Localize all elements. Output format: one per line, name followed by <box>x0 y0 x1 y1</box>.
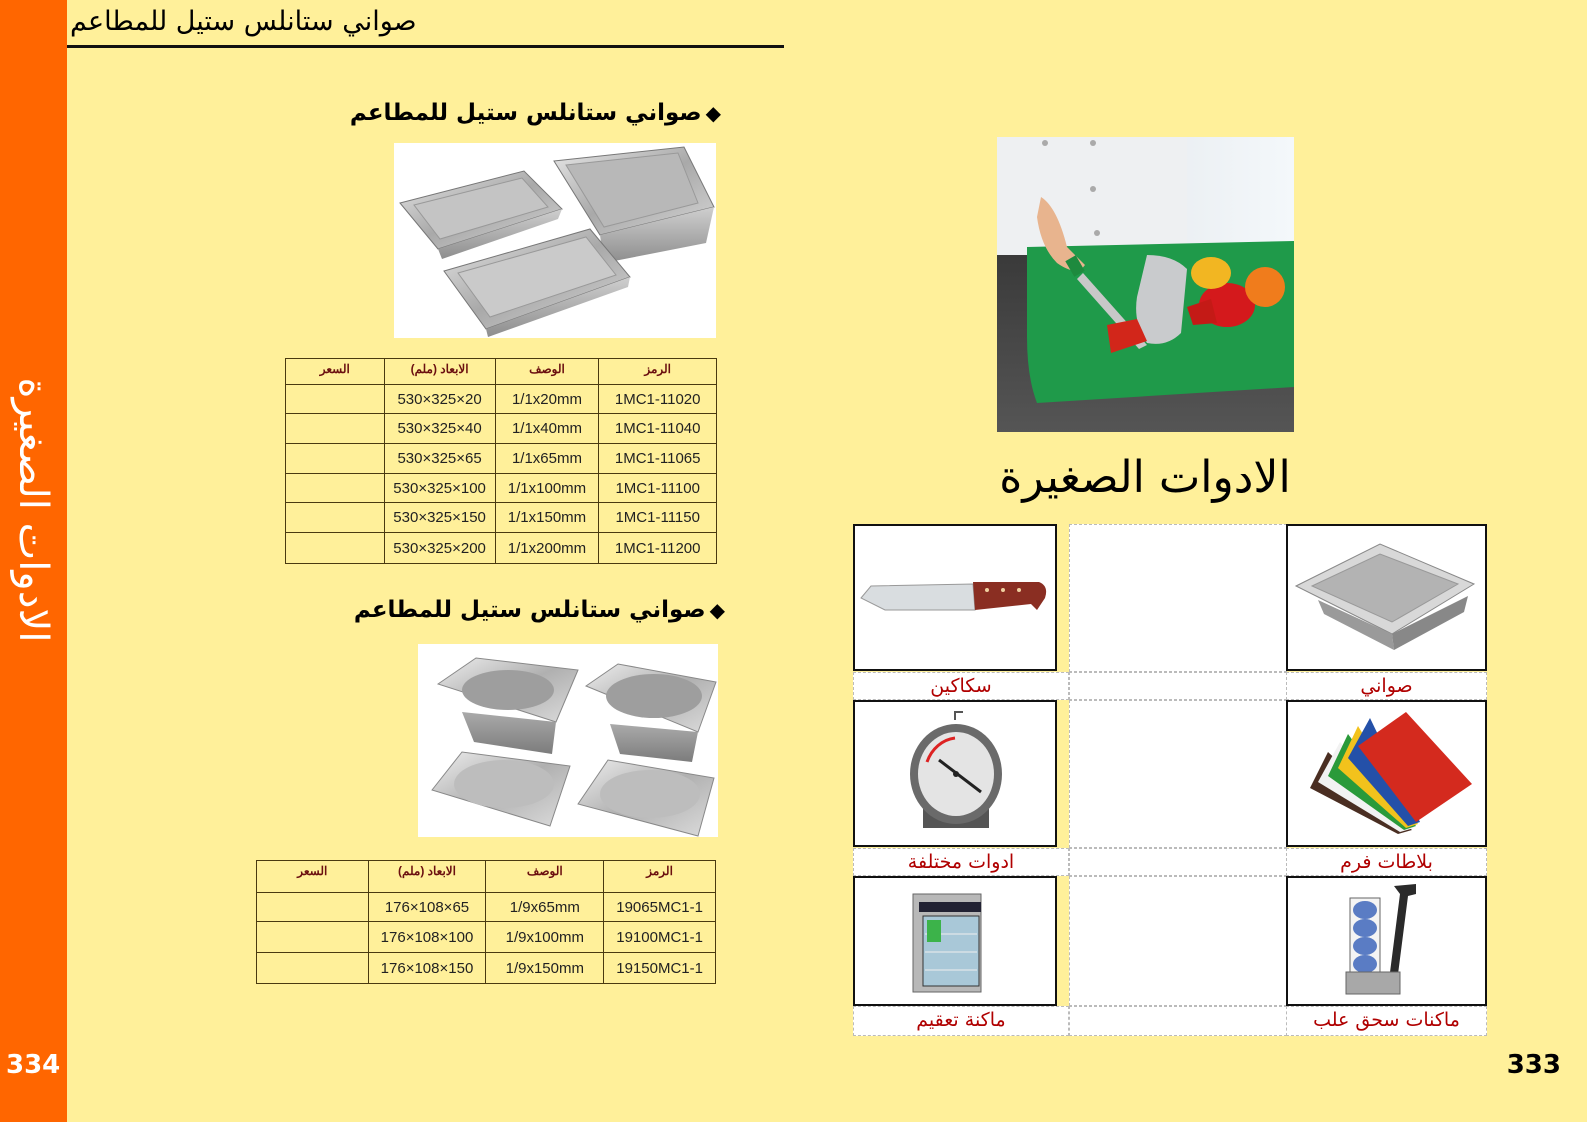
table-header-row <box>286 359 717 385</box>
empty-cell <box>1069 1006 1287 1036</box>
header-title: صواني ستانلس ستيل للمطاعم <box>70 6 417 37</box>
sterilizer-icon <box>855 878 1055 1004</box>
col-price-header: السعر <box>257 861 369 893</box>
cell-code: 19065MC1-1 <box>604 893 716 922</box>
category-trays-image[interactable] <box>1286 524 1487 671</box>
cell-code: 19150MC1-1 <box>604 953 716 984</box>
table-row <box>257 893 716 922</box>
cell-code: 1MC1-11100 <box>599 474 717 503</box>
category-label-sterilizer[interactable]: ماكنة تعقيم <box>853 1006 1069 1036</box>
cell-price <box>257 922 369 953</box>
section1-heading <box>350 100 721 126</box>
category-label-misc-tools[interactable]: ادوات مختلفة <box>853 848 1069 876</box>
cell-code: 1MC1-11150 <box>599 503 717 533</box>
table-row <box>257 953 716 984</box>
cutting-boards-icon <box>1288 702 1485 845</box>
cell-code: 1MC1-11020 <box>599 385 717 414</box>
table-row <box>286 503 717 533</box>
col-desc-header: الوصف <box>486 861 604 893</box>
cell-price <box>286 444 385 474</box>
cell-dims: 40×325×530 <box>384 414 495 444</box>
category-misc-tools-image[interactable] <box>853 700 1057 847</box>
category-grid <box>853 524 1487 1036</box>
section1-spec-table <box>285 358 717 564</box>
cell-code: 1MC1-11200 <box>599 533 717 564</box>
empty-cell <box>1069 876 1287 1006</box>
empty-cell <box>1069 700 1287 848</box>
col-code-header: الرمز <box>599 359 717 385</box>
cell-dims: 65×325×530 <box>384 444 495 474</box>
table-header-row <box>257 861 716 893</box>
cell-price <box>286 474 385 503</box>
cell-price <box>286 533 385 564</box>
diamond-bullet-icon: ◆ <box>705 101 721 125</box>
gastronorm-pans-photo <box>394 143 716 338</box>
chef-cutting-board-photo <box>997 137 1294 432</box>
cell-desc: 1/1x150mm <box>495 503 599 533</box>
cell-dims: 20×325×530 <box>384 385 495 414</box>
cell-price <box>286 414 385 444</box>
table-row <box>286 474 717 503</box>
col-dims-header: الابعاد (ملم) <box>368 861 486 893</box>
category-cutting-boards-image[interactable] <box>1286 700 1487 847</box>
cell-code: 19100MC1-1 <box>604 922 716 953</box>
section2-heading-text: صواني ستانلس ستيل للمطاعم <box>353 597 706 623</box>
empty-cell <box>1069 848 1287 876</box>
cell-desc: 1/1x40mm <box>495 414 599 444</box>
cell-desc: 1/9x65mm <box>486 893 604 922</box>
cell-price <box>286 503 385 533</box>
col-dims-header: الابعاد (ملم) <box>384 359 495 385</box>
right-page-title: الادوات الصغيرة <box>999 452 1291 503</box>
col-desc-header: الوصف <box>495 359 599 385</box>
cell-desc: 1/9x150mm <box>486 953 604 984</box>
section2-heading <box>354 597 725 623</box>
col-price-header: السعر <box>286 359 385 385</box>
table-row <box>286 444 717 474</box>
cell-code: 1MC1-11040 <box>599 414 717 444</box>
side-strip-title: الادوات الصغيرة <box>10 377 56 643</box>
empty-cell <box>1069 524 1287 672</box>
knife-icon <box>855 526 1055 669</box>
cell-dims: 100×108×176 <box>368 922 486 953</box>
section1-heading-text: صواني ستانلس ستيل للمطاعم <box>349 100 702 126</box>
category-label-cutting-boards[interactable]: بلاطات فرم <box>1286 848 1487 876</box>
page-number-right: 333 <box>1506 1050 1561 1080</box>
cell-price <box>257 893 369 922</box>
category-sterilizer-image[interactable] <box>853 876 1057 1006</box>
col-code-header: الرمز <box>604 861 716 893</box>
can-crusher-icon <box>1288 878 1485 1004</box>
cell-code: 1MC1-11065 <box>599 444 717 474</box>
thermometer-icon <box>855 702 1055 845</box>
table-row <box>286 385 717 414</box>
table-row <box>286 414 717 444</box>
cell-dims: 150×325×530 <box>384 503 495 533</box>
cell-desc: 1/1x20mm <box>495 385 599 414</box>
small-pans-photo <box>418 644 718 837</box>
chef-cutting-peppers-icon <box>997 137 1294 432</box>
small-steel-pans-icon <box>418 644 718 837</box>
cell-dims: 200×325×530 <box>384 533 495 564</box>
category-knives-image[interactable] <box>853 524 1057 671</box>
diamond-bullet-icon: ◆ <box>709 598 725 622</box>
tray-icon <box>1288 526 1485 669</box>
category-label-can-crusher[interactable]: ماكنات سحق علب <box>1286 1006 1487 1036</box>
cell-desc: 1/1x200mm <box>495 533 599 564</box>
cell-price <box>286 385 385 414</box>
cell-dims: 65×108×176 <box>368 893 486 922</box>
side-strip <box>0 0 67 1122</box>
steel-trays-icon <box>394 143 716 338</box>
category-label-trays[interactable]: صواني <box>1286 672 1487 700</box>
table-row <box>257 922 716 953</box>
section2-spec-table <box>256 860 716 984</box>
header-rule <box>67 45 784 48</box>
category-can-crusher-image[interactable] <box>1286 876 1487 1006</box>
cell-desc: 1/1x65mm <box>495 444 599 474</box>
cell-desc: 1/9x100mm <box>486 922 604 953</box>
cell-desc: 1/1x100mm <box>495 474 599 503</box>
category-label-knives[interactable]: سكاكين <box>853 672 1069 700</box>
cell-dims: 100×325×530 <box>384 474 495 503</box>
cell-price <box>257 953 369 984</box>
page-number-left: 334 <box>6 1050 61 1080</box>
table-row <box>286 533 717 564</box>
empty-cell <box>1069 672 1287 700</box>
cell-dims: 150×108×176 <box>368 953 486 984</box>
